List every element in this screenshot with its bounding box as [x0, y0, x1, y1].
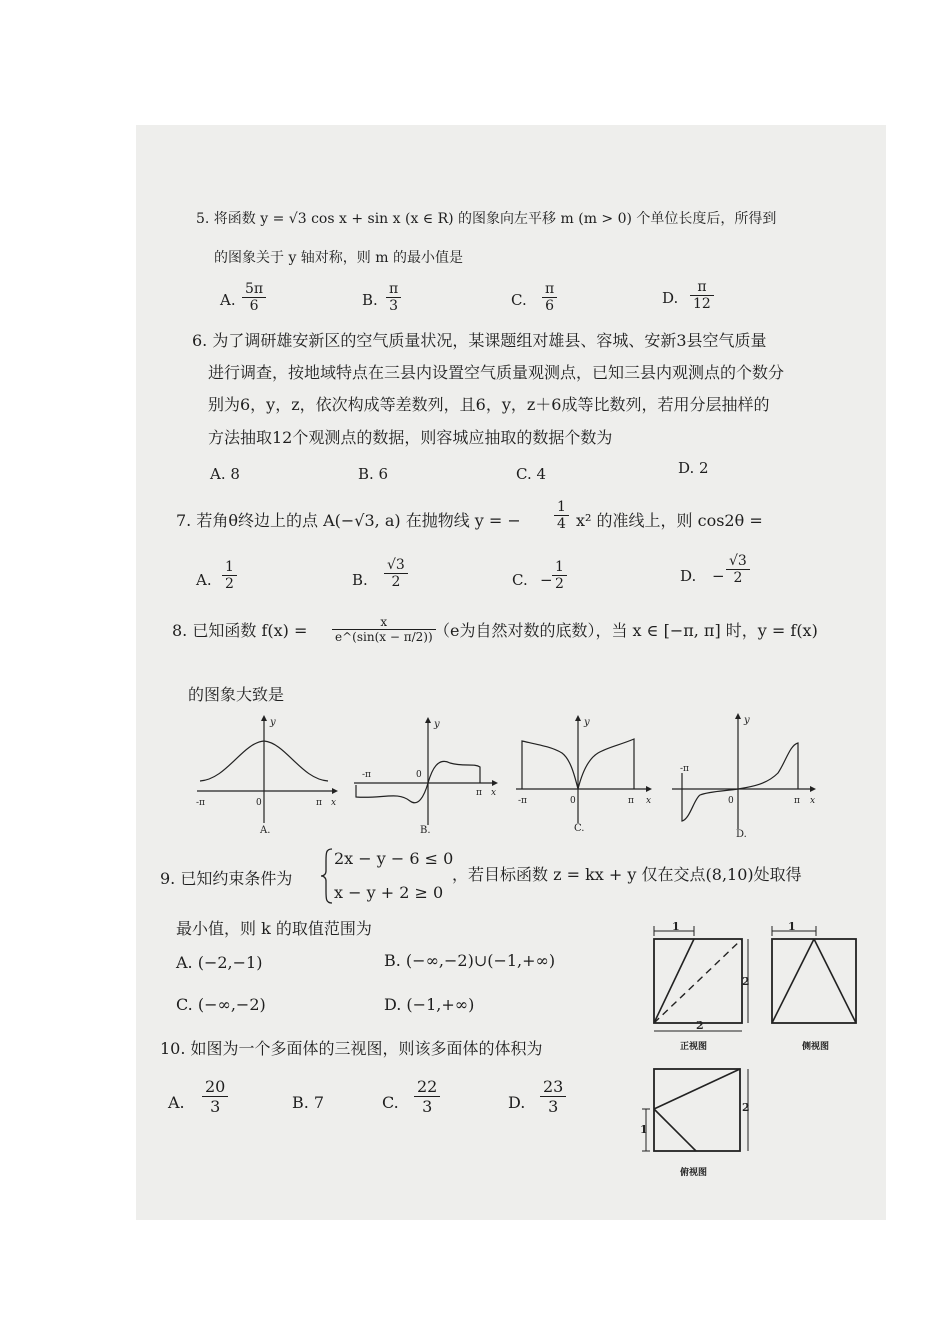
- q8-b-y-label: y: [434, 719, 440, 730]
- q6-line1: 6. 为了调研雄安新区的空气质量状况，某课题组对雄县、容城、安新3县空气质量: [192, 331, 767, 350]
- q10-line1: 10. 如图为一个多面体的三视图，则该多面体的体积为: [160, 1039, 543, 1058]
- q8-a-pos-pi: π: [316, 798, 322, 808]
- q7-stem-post: x² 的准线上，则 cos2θ =: [576, 511, 763, 530]
- q9-line2: 最小值，则 k 的取值范围为: [176, 919, 372, 938]
- q8-stem-fraction: [332, 615, 436, 644]
- q8-c-origin: 0: [570, 796, 576, 806]
- q10-option-d-letter: D.: [508, 1093, 526, 1112]
- q6-line2: 进行调查，按地域特点在三县内设置空气质量观测点，已知三县内观测点的个数分: [208, 363, 785, 382]
- q8-b-caption: B.: [420, 825, 431, 836]
- q7-b-num: √3: [384, 557, 408, 574]
- q5-b-den: 3: [389, 298, 399, 314]
- q10-option-d-fraction: [540, 1077, 566, 1116]
- q5-b-num: π: [386, 281, 401, 298]
- q10-front-top-dim: 1: [672, 920, 680, 933]
- q8-graph-a: [192, 713, 352, 838]
- q8-c-caption: C.: [574, 823, 585, 834]
- q10-top-caption: 俯视图: [680, 1168, 708, 1178]
- q8-a-caption: A.: [260, 825, 271, 836]
- q9-inequality-2: x − y + 2 ≥ 0: [334, 883, 444, 902]
- q9-stem-pre: 9. 已知约束条件为: [160, 869, 293, 888]
- q8-frac-den: e^(sin(x − π/2)): [335, 630, 433, 644]
- q7-option-b-letter: B.: [352, 571, 368, 589]
- q6-option-a: A. 8: [210, 465, 240, 483]
- q10-side-view: [766, 921, 866, 1056]
- q10-front-side-dim: 2: [742, 975, 750, 988]
- q5-line1: 5. 将函数 y = √3 cos x + sin x (x ∈ R) 的图象向左平移 m (m > 0) 个单位长度后，所得到: [196, 211, 777, 227]
- q7-stem-fraction: [554, 499, 569, 532]
- q5-option-b-fraction: [386, 281, 401, 314]
- q8-b-x-label: x: [491, 788, 497, 798]
- q8-c-pos-pi: π: [628, 796, 634, 806]
- q7-option-d-letter: D.: [680, 567, 697, 585]
- q8-a-origin: 0: [256, 798, 262, 808]
- q8-d-caption: D.: [736, 829, 747, 840]
- q6-option-b: B. 6: [358, 465, 389, 483]
- q10-front-caption: 正视图: [680, 1042, 708, 1052]
- q10-a-den: 3: [210, 1097, 221, 1116]
- q7-option-d-fraction: [726, 553, 750, 586]
- q8-b-pos-pi: π: [476, 788, 482, 798]
- q5-option-c-fraction: [542, 281, 557, 314]
- q8-a-y-label: y: [270, 717, 276, 728]
- q7-b-den: 2: [391, 574, 401, 590]
- q9-option-c: C. (−∞,−2): [176, 995, 266, 1014]
- q8-graph-d: [670, 711, 840, 841]
- q10-option-c-letter: C.: [382, 1093, 399, 1112]
- q7-stem-pre: 7. 若角θ终边上的点 A(−√3, a) 在抛物线 y = −: [176, 511, 521, 530]
- q10-side-top-dim: 1: [788, 920, 796, 933]
- q8-c-x-label: x: [646, 796, 652, 806]
- q5-a-den: 6: [249, 298, 259, 314]
- q5-option-a-fraction: [242, 281, 266, 314]
- q6-option-c: C. 4: [516, 465, 547, 483]
- q5-option-a-letter: A.: [220, 291, 236, 309]
- q7-c-num: 1: [552, 559, 567, 576]
- q7-c-den: 2: [555, 576, 564, 592]
- q10-top-side-dim: 2: [742, 1101, 750, 1114]
- q10-top-view: [638, 1063, 768, 1183]
- q8-a-x-label: x: [331, 798, 337, 808]
- q8-graph-c: [512, 713, 672, 838]
- q8-d-y-label: y: [744, 715, 750, 726]
- q5-a-num: 5π: [242, 281, 266, 298]
- q9-option-b: B. (−∞,−2)∪(−1,+∞): [384, 951, 556, 970]
- q5-option-c-letter: C.: [511, 291, 527, 309]
- q5-option-b-letter: B.: [362, 291, 378, 309]
- q10-front-view: [644, 921, 754, 1056]
- q5-option-d-fraction: [690, 279, 714, 312]
- q9-stem-post: ，若目标函数 z = kx + y 仅在交点(8,10)处取得: [452, 865, 802, 884]
- q8-a-neg-pi: -π: [196, 798, 205, 808]
- q6-line3: 别为6，y，z，依次构成等差数列，且6，y，z＋6成等比数列，若用分层抽样的: [208, 395, 770, 414]
- q5-c-num: π: [542, 281, 557, 298]
- q8-graph-b: [352, 715, 512, 840]
- q7-option-c-letter: C.: [512, 571, 528, 589]
- q9-brace: [320, 847, 334, 905]
- exam-paper: [136, 125, 886, 1220]
- q7-frac-num: 1: [554, 499, 569, 516]
- q5-d-num: π: [690, 279, 714, 296]
- q10-side-caption: 侧视图: [802, 1042, 830, 1052]
- q6-option-d: D. 2: [678, 459, 709, 477]
- q10-c-den: 3: [422, 1097, 433, 1116]
- q7-d-den: 2: [733, 570, 743, 586]
- q5-option-d-letter: D.: [662, 289, 679, 307]
- q10-c-num: 22: [414, 1077, 440, 1097]
- q7-option-c-fraction: [552, 559, 567, 592]
- q7-a-num: 1: [222, 559, 237, 576]
- q8-d-x-label: x: [810, 796, 816, 806]
- q7-option-d-sign: −: [712, 567, 725, 585]
- q8-frac-num: x: [332, 615, 436, 630]
- q7-option-b-fraction: [384, 557, 408, 590]
- q8-d-origin: 0: [728, 796, 734, 806]
- q10-option-a-letter: A.: [168, 1093, 185, 1112]
- q7-option-a-fraction: [222, 559, 237, 592]
- q9-option-a: A. (−2,−1): [176, 953, 263, 972]
- q9-inequality-1: 2x − y − 6 ≤ 0: [334, 849, 454, 868]
- q5-line2: 的图象关于 y 轴对称，则 m 的最小值是: [214, 250, 463, 266]
- q10-top-left-dim: 1: [640, 1123, 648, 1136]
- q5-d-den: 12: [693, 296, 711, 312]
- q10-front-bottom-dim: 2: [696, 1019, 704, 1032]
- q10-option-b: B. 7: [292, 1093, 325, 1112]
- q7-d-num: √3: [726, 553, 750, 570]
- q10-option-a-fraction: [202, 1077, 228, 1116]
- q10-option-c-fraction: [414, 1077, 440, 1116]
- q7-option-c-sign: −: [540, 571, 553, 589]
- q8-c-neg-pi: -π: [518, 796, 527, 806]
- q8-b-neg-pi: -π: [362, 770, 371, 780]
- q6-line4: 方法抽取12个观测点的数据，则容城应抽取的数据个数为: [208, 428, 613, 447]
- q8-stem-post: （e为自然对数的底数），当 x ∈ [−π, π] 时，y = f(x): [434, 621, 818, 640]
- q8-c-y-label: y: [584, 717, 590, 728]
- q10-d-num: 23: [540, 1077, 566, 1097]
- q8-d-pos-pi: π: [794, 796, 800, 806]
- q7-frac-den: 4: [557, 516, 566, 532]
- q7-a-den: 2: [225, 576, 234, 592]
- q8-b-origin: 0: [416, 770, 422, 780]
- q9-option-d: D. (−1,+∞): [384, 995, 475, 1014]
- q5-c-den: 6: [545, 298, 555, 314]
- q8-d-neg-pi: -π: [680, 764, 689, 774]
- q10-d-den: 3: [548, 1097, 559, 1116]
- q7-option-a-letter: A.: [196, 571, 212, 589]
- q8-line2: 的图象大致是: [188, 685, 285, 704]
- q8-stem-pre: 8. 已知函数 f(x) =: [172, 621, 308, 640]
- q10-a-num: 20: [202, 1077, 228, 1097]
